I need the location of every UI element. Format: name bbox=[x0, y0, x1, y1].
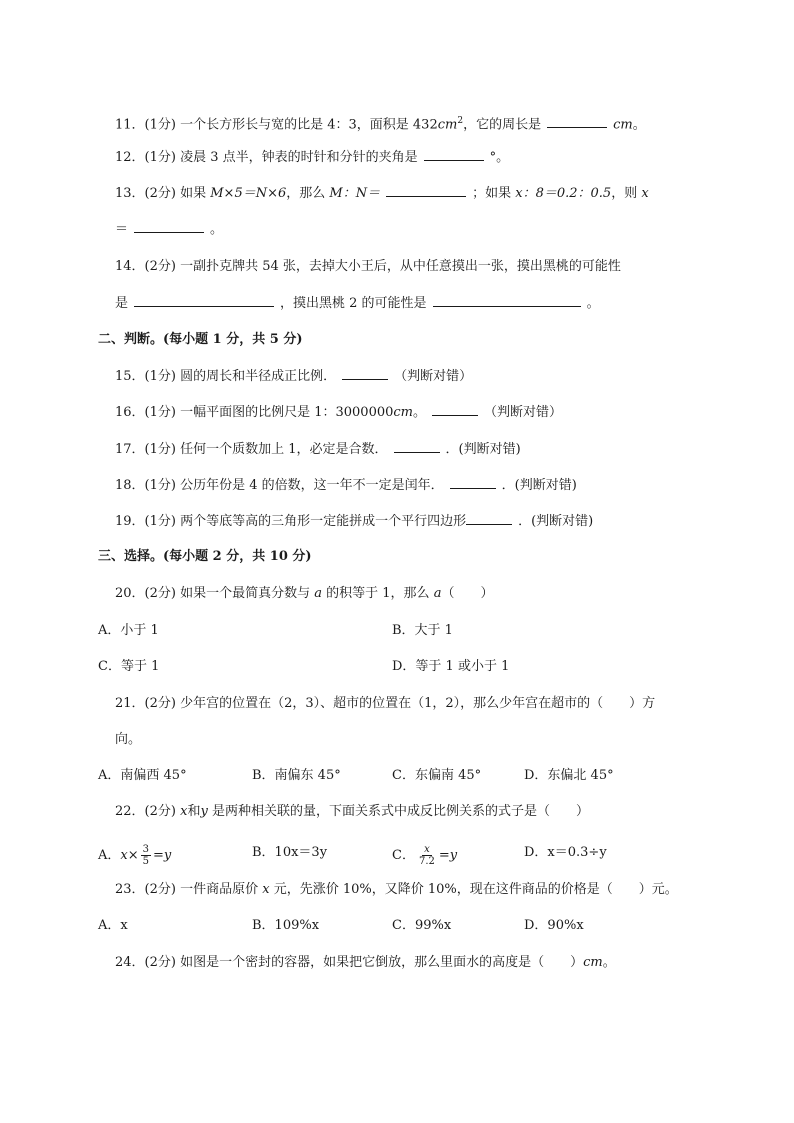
variable-x: x bbox=[641, 186, 649, 201]
numerator: 3 bbox=[142, 844, 150, 855]
answer-blank[interactable] bbox=[433, 294, 581, 307]
answer-blank[interactable] bbox=[547, 115, 607, 128]
variable-y: y bbox=[449, 848, 458, 863]
area-unit: cm bbox=[437, 117, 458, 133]
question-17-text: 17．(1分) 任何一个质数加上 1，必定是合数． bbox=[115, 442, 388, 457]
question-20 bbox=[115, 585, 493, 603]
question-22-pre: 22．(2分) bbox=[115, 804, 176, 819]
fraction bbox=[417, 844, 437, 867]
question-19-text: 19．(1分) 两个等底等高的三角形一定能拼成一个平行四边形 bbox=[115, 514, 467, 529]
question-20-mid: 的积等于 1，那么 bbox=[326, 586, 430, 601]
answer-blank[interactable] bbox=[394, 440, 440, 453]
question-14-end: 。 bbox=[586, 296, 600, 311]
answer-blank[interactable] bbox=[424, 148, 484, 161]
question-16-end: （判断对错） bbox=[484, 405, 563, 420]
question-24-end: 。 bbox=[602, 955, 616, 970]
answer-blank[interactable] bbox=[134, 220, 204, 233]
question-22-and: 和 bbox=[187, 804, 201, 819]
option-d[interactable]: D．等于 1 或小于 1 bbox=[392, 659, 510, 674]
variable-a: a bbox=[433, 586, 442, 601]
equation-1: M×5＝N×6 bbox=[210, 186, 287, 201]
denominator: 5 bbox=[142, 856, 150, 867]
question-24 bbox=[115, 954, 616, 972]
question-17-end: ．(判断对错) bbox=[445, 442, 521, 457]
option-c[interactable]: C．等于 1 bbox=[98, 659, 160, 674]
answer-blank[interactable] bbox=[450, 476, 496, 489]
question-15 bbox=[115, 367, 472, 386]
option-b[interactable]: B．10x＝3y bbox=[252, 845, 328, 860]
question-13-mid3: ，则 bbox=[611, 186, 638, 201]
question-14-continued bbox=[115, 294, 600, 313]
times-sign: × bbox=[127, 848, 139, 863]
option-c-label: C． bbox=[392, 848, 415, 863]
option-d[interactable]: D．x＝0.3÷y bbox=[524, 845, 607, 860]
question-21-text: 21．(2分) 少年宫的位置在（2，3）、超市的位置在（1，2），那么少年宫在超市的（ ）方 bbox=[115, 696, 656, 711]
equals-sign: = bbox=[153, 848, 164, 863]
question-21 bbox=[115, 695, 655, 713]
option-a-label: A． bbox=[98, 848, 121, 863]
question-22 bbox=[115, 803, 589, 821]
question-18-text: 18．(1分) 公历年份是 4 的倍数，这一年不一定是闰年． bbox=[115, 478, 444, 493]
option-b[interactable]: B．大于 1 bbox=[392, 623, 453, 638]
question-19 bbox=[115, 512, 593, 531]
question-23-text: 23．(2分) 一件商品原价 bbox=[115, 882, 259, 897]
question-11-mid: ，它的周长是 bbox=[463, 117, 542, 133]
question-16 bbox=[115, 403, 562, 422]
question-19-end: ．(判断对错) bbox=[518, 514, 594, 529]
answer-blank[interactable] bbox=[342, 367, 388, 380]
question-13 bbox=[115, 184, 649, 203]
option-a[interactable]: A．南偏西 45° bbox=[98, 768, 187, 783]
option-a[interactable]: A．x bbox=[98, 918, 128, 933]
option-c[interactable] bbox=[392, 844, 457, 867]
question-15-end: （判断对错） bbox=[394, 369, 473, 384]
question-12-end: °。 bbox=[489, 150, 510, 165]
variable-y: y bbox=[163, 848, 172, 863]
variable-a: a bbox=[314, 586, 322, 601]
question-18-end: ．(判断对错) bbox=[501, 478, 577, 493]
question-14-pre: 是 bbox=[115, 296, 129, 311]
option-b[interactable]: B．109%x bbox=[252, 918, 320, 933]
question-11-text: 11．(1分) 一个长方形长与宽的比是 4：3，面积是 432 bbox=[115, 117, 438, 133]
question-13-end: 。 bbox=[210, 222, 224, 237]
answer-blank[interactable] bbox=[466, 512, 512, 525]
ratio-expression: M：N＝ bbox=[329, 186, 381, 201]
section-3-heading: 三、选择。(每小题 2 分，共 10 分) bbox=[98, 549, 312, 564]
question-13-mid2: ；如果 bbox=[472, 186, 512, 201]
question-17 bbox=[115, 440, 521, 459]
question-13-prefix: 13．(2分) 如果 bbox=[115, 186, 207, 201]
question-16-period: 。 bbox=[413, 405, 427, 420]
question-16-text: 16．(1分) 一幅平面图的比例尺是 1：3000000 bbox=[115, 405, 394, 420]
fraction bbox=[141, 844, 151, 867]
option-a[interactable] bbox=[98, 844, 171, 867]
option-b[interactable]: B．南偏东 45° bbox=[252, 768, 341, 783]
question-12-text: 12．(1分) 凌晨 3 点半，钟表的时针和分针的夹角是 bbox=[115, 150, 418, 165]
answer-blank[interactable] bbox=[386, 184, 466, 197]
variable-x: x bbox=[262, 882, 270, 897]
question-21-continued: 向。 bbox=[115, 732, 142, 747]
question-14 bbox=[115, 258, 621, 276]
question-11-end: 。 bbox=[632, 117, 646, 133]
variable-y: y bbox=[200, 804, 208, 819]
option-a[interactable]: A．小于 1 bbox=[98, 623, 159, 638]
variable-x: x bbox=[120, 848, 128, 863]
question-12 bbox=[115, 148, 509, 167]
question-14-text: 14．(2分) 一副扑克牌共 54 张，去掉大小王后，从中任意摸出一张，摸出黑桃的可能性 bbox=[115, 259, 621, 274]
question-13-mid1: ，那么 bbox=[286, 186, 326, 201]
option-c[interactable]: C．99%x bbox=[392, 918, 452, 933]
question-22-end: 是两种相关联的量，下面关系式中成反比例关系的式子是（ ） bbox=[211, 804, 589, 819]
perimeter-unit: cm bbox=[613, 117, 633, 133]
question-24-text: 24．(2分) 如图是一个密封的容器，如果把它倒放，那么里面水的高度是（ ） bbox=[115, 955, 584, 970]
question-18 bbox=[115, 476, 577, 495]
question-11 bbox=[115, 112, 646, 134]
question-15-text: 15．(1分) 圆的周长和半径成正比例． bbox=[115, 369, 337, 384]
numerator: x bbox=[424, 844, 430, 855]
area-exponent: 2 bbox=[457, 116, 464, 126]
question-14-mid: ，摸出黑桃 2 的可能性是 bbox=[280, 296, 427, 311]
question-20-text: 20．(2分) 如果一个最简真分数与 bbox=[115, 586, 311, 601]
answer-blank[interactable] bbox=[432, 403, 478, 416]
equals-sign: = bbox=[438, 848, 450, 863]
denominator: 7.2 bbox=[418, 856, 435, 867]
question-20-end: （ ） bbox=[441, 586, 494, 601]
question-23-end: 元，先涨价 10%，又降价 10%，现在这件商品的价格是（ ）元。 bbox=[273, 882, 678, 897]
section-2-heading: 二、判断。(每小题 1 分，共 5 分) bbox=[98, 332, 303, 347]
variable-x: x bbox=[180, 804, 188, 819]
question-23 bbox=[115, 881, 678, 899]
option-d[interactable]: D．90%x bbox=[524, 918, 584, 933]
answer-blank[interactable] bbox=[134, 294, 274, 307]
height-unit: cm bbox=[583, 955, 603, 970]
option-c[interactable]: C．东偏南 45° bbox=[392, 768, 482, 783]
equation-2: x：8＝0.2：0.5 bbox=[515, 186, 612, 201]
equals-sign: ＝ bbox=[115, 222, 129, 237]
question-13-continued bbox=[115, 220, 223, 239]
scale-unit: cm bbox=[393, 405, 413, 420]
option-d[interactable]: D．东偏北 45° bbox=[524, 768, 614, 783]
